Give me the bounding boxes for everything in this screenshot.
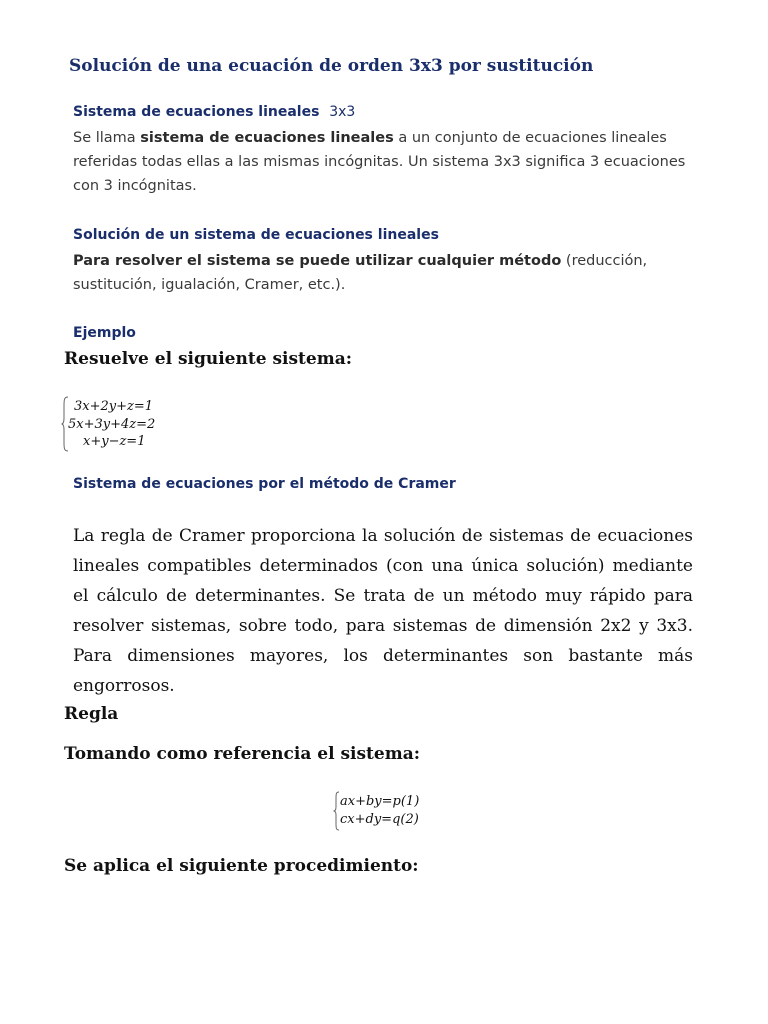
definition-lead: Se llama: [73, 130, 141, 146]
definition-paragraph: [73, 126, 693, 198]
equation-line: ax+by=p(1): [340, 794, 420, 809]
equation-line: cx+dy=q(2): [340, 811, 419, 827]
page-title: Solución de una ecuación de orden 3x3 por sustitución: [69, 56, 594, 76]
system2-brace: [333, 791, 340, 835]
procedimiento-heading: Se aplica el siguiente procedimiento:: [64, 856, 419, 876]
resuelve-heading: Resuelve el siguiente sistema:: [64, 349, 352, 369]
system-2x2: [340, 793, 440, 828]
method-bold: Para resolver el sistema se puede utilizar cualquier método: [73, 253, 562, 269]
definition-rest: a un conjunto de ecuaciones lineales referidas todas ellas a las mismas incógnitas. Un sistema 3x3 significa 3 ecuaciones con 3 incógnitas.: [73, 130, 686, 194]
left-brace-icon: [333, 791, 340, 831]
equation-line: x+y−z=1: [83, 434, 146, 449]
cramer-paragraph: La regla de Cramer proporciona la solución de sistemas de ecuaciones lineales compatibles determinados (con una única solución) mediante el cálculo de determinantes. Se trata de un método muy rápido para resolver sistemas, sobre todo, para sistemas de dimensión 2x2 y 3x3. Para dimensiones mayores, los determinantes son bastante más engorrosos.: [73, 526, 693, 696]
equation-line: 5x+3y+4z=2: [68, 416, 156, 432]
equation-line: 3x+2y+z=1: [74, 399, 154, 414]
section-heading-sistema: [73, 104, 355, 120]
system-3x3: [68, 398, 178, 451]
regla-heading: Regla: [64, 704, 119, 724]
method-rest: (reducción, sustitución, igualación, Cramer, etc.).: [73, 253, 648, 293]
section-heading-suffix: 3x3: [329, 104, 356, 120]
section-heading-bold: Sistema de ecuaciones lineales: [73, 104, 320, 120]
method-paragraph: [73, 249, 693, 297]
example-heading: Ejemplo: [73, 325, 136, 341]
definition-term: sistema de ecuaciones lineales: [140, 130, 394, 146]
tomando-heading: Tomando como referencia el sistema:: [64, 744, 420, 764]
cramer-heading: Sistema de ecuaciones por el método de Cramer: [73, 476, 456, 492]
section-heading-solucion: Solución de un sistema de ecuaciones lineales: [73, 227, 439, 243]
